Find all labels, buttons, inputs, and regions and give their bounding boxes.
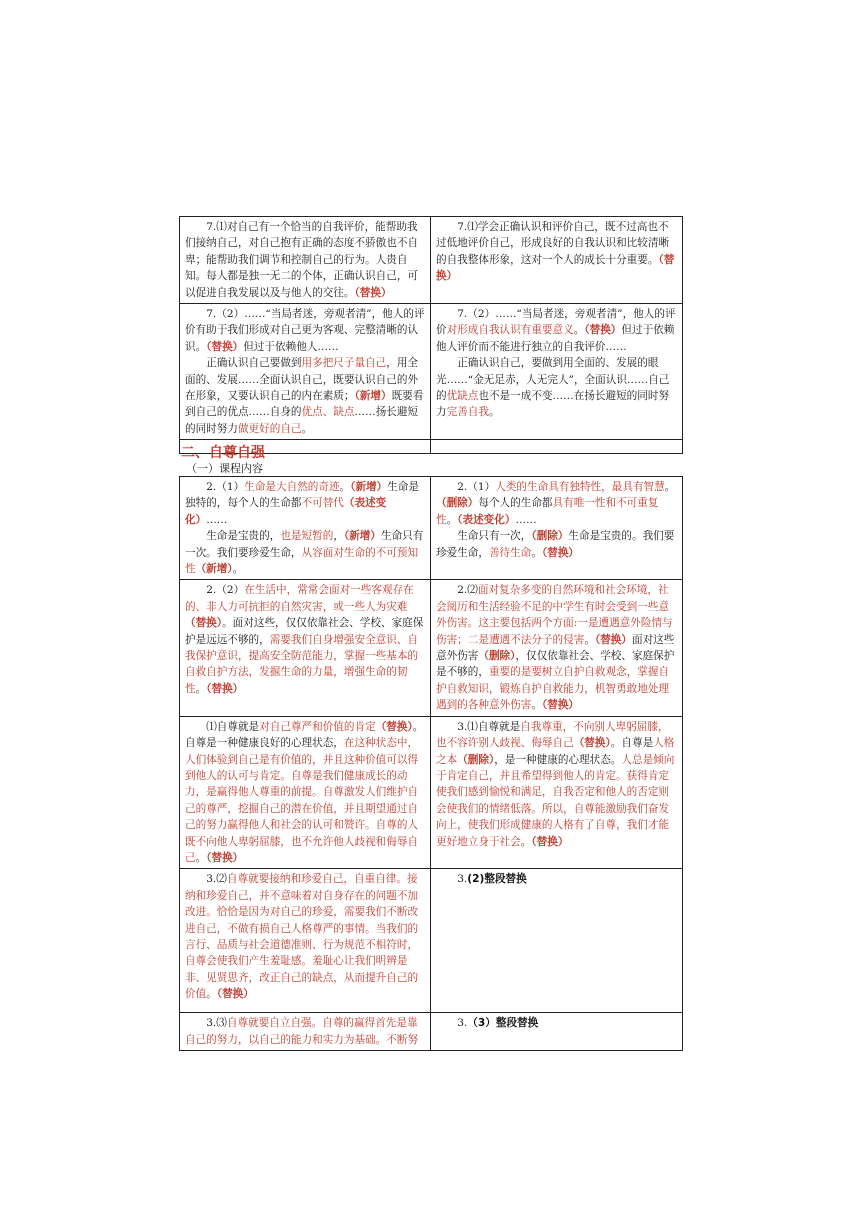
changed-text: 面对复杂多变的自然环境和社会环境，社会阅历和生活经验不足的中学生有时会受到一些意外伤害。这主要包括两个方面:一是遭遇意外险情与伤害；二是遭遇不法分子的侵害 bbox=[436, 584, 673, 646]
new-text-cell bbox=[431, 477, 683, 580]
body-text: 3.⑶ bbox=[206, 1017, 227, 1030]
body-text: 。 bbox=[195, 682, 207, 695]
old-text-cell bbox=[180, 304, 431, 440]
change-tag: （新增） bbox=[350, 481, 388, 493]
change-tag: （替换） bbox=[206, 340, 244, 353]
table-row bbox=[180, 217, 683, 304]
changed-text: 用多把尺子量自己 bbox=[301, 357, 387, 370]
body-text: 。 bbox=[584, 633, 595, 646]
body-text: ……扬长避短的同时努力 bbox=[185, 406, 419, 435]
changed-text: 重要的是要树立自护自救观念，掌握自护自救知识，锻炼自护自救能力，机智勇敢地处理遇到的各种意外伤害 bbox=[436, 666, 670, 712]
change-tag: （替换） bbox=[354, 286, 392, 299]
body-text: 生命是宝贵的。我们要珍爱生命， bbox=[436, 530, 675, 559]
body-text: 2.（1） bbox=[457, 481, 496, 493]
changed-text: 完善自我 bbox=[446, 406, 489, 419]
body-text: 生命是独特的，每个人的生命都 bbox=[185, 481, 420, 510]
changed-text: 也是短暂的 bbox=[280, 530, 334, 543]
replace-note: （3）整段替换 bbox=[467, 1017, 539, 1030]
changed-text: 优缺点 bbox=[446, 390, 479, 403]
body-text: ，仅仅依靠社会、学校、家庭保护是不够的， bbox=[436, 650, 675, 679]
old-text-cell bbox=[180, 869, 431, 1013]
body-text: 3.⑴自尊就是 bbox=[457, 720, 521, 733]
old-text-cell bbox=[180, 716, 431, 869]
changed-text: 自尊就要接纳和珍爱自己，自重自律。接纳和珍爱自己，并不意味着对自身存在的问题不加改进。恰恰是因为对自己的珍爱，需要我们不断改进自己，不做有损自己人格尊严的事情。当我们的言行、品质与社会道德准则、行为规范不相符时，自尊会使我们产生羞耻感。羞耻心让我们明辨是非、见贤思齐，改正自己的缺点，从而提升自己的价值 bbox=[185, 873, 419, 1001]
body-text: 每个人的生命都 bbox=[478, 497, 553, 510]
changed-text: 对形成自我认识有重要意义 bbox=[446, 324, 574, 337]
body-text: 。 bbox=[195, 851, 207, 864]
changed-text: 在生活中，常常会面对一些客观存在的、非人力可抗拒的自然灾害，或一些人为灾难 bbox=[185, 584, 414, 613]
old-text-cell bbox=[180, 217, 431, 304]
body-text: 。自尊是一种健康良好的心理状态， bbox=[185, 720, 424, 750]
body-text: 既要看到自己的优点……自身的 bbox=[185, 390, 424, 419]
body-text: 。自尊是 bbox=[610, 737, 654, 750]
changed-text: 自尊就要自立自强。自尊的赢得首先是靠自己的努力，以自己的能力和实力为基础。不断努 bbox=[185, 1017, 419, 1046]
change-tag: （替换） bbox=[436, 253, 675, 283]
change-tag: （替换） bbox=[541, 699, 580, 712]
body-text: 生命是宝贵的， bbox=[206, 530, 281, 543]
new-text-cell bbox=[431, 580, 683, 716]
body-text: 7.⑴学会正确认识和评价自己，既不过高也不过低地评价自己，形成良好的自我认识和比较清晰的自我整体形象，这对一个人的成长十分重要。 bbox=[436, 221, 670, 266]
table-row bbox=[180, 580, 683, 716]
body-text: 3.⑵ bbox=[206, 873, 227, 886]
section-heading: 二、自尊自强 bbox=[181, 445, 265, 461]
table-row bbox=[180, 1013, 683, 1051]
body-text: 面对这些意外伤害 bbox=[436, 633, 675, 663]
comparison-table-main bbox=[179, 476, 683, 1051]
body-text: 。 bbox=[301, 422, 313, 435]
changed-text: 从容面对生命的不可预知性 bbox=[185, 546, 419, 576]
changed-text: 做更好的自己 bbox=[237, 422, 302, 435]
body-text: 。 bbox=[664, 481, 676, 493]
change-tag: （替换） bbox=[185, 617, 223, 630]
body-text: 。 bbox=[232, 563, 244, 576]
new-text-cell bbox=[431, 304, 683, 440]
body-text: 。 bbox=[206, 988, 217, 1001]
change-tag: （新增） bbox=[354, 390, 392, 403]
item-number: 3. bbox=[457, 873, 468, 886]
changed-text: 不可替代 bbox=[301, 497, 344, 510]
table-row bbox=[180, 869, 683, 1013]
body-text: 7.⑴对自己有一个恰当的自我评价，能帮助我们接纳自己，对自己抱有正确的态度不骄傲也不自卑；能帮助我们调节和控制自己的行为。人贵自知。每人都是独一无二的个体，正确认识自己，可以促进自我发展以及与他人的交往。 bbox=[185, 221, 419, 299]
body-text: 生命只有一次。我们要珍爱生命， bbox=[185, 530, 424, 559]
change-tag: （删除） bbox=[478, 650, 516, 663]
body-text: 。 bbox=[488, 406, 500, 419]
body-text: 但过于依赖他人评价而不能进行独立的自我评价…… bbox=[436, 324, 675, 353]
changed-text: 人总是倾向于肯定自己，并且希望得到他人的肯定。获得肯定使我们感到愉悦和满足，自我否定和他人的否定则会使我们的情绪低落。所以，自尊能激励我们奋发向上，使我们形成健康的人格有了自尊，我们才能更好地立身于社会 bbox=[436, 753, 675, 848]
changed-text: 生命是大自然的奇迹 bbox=[244, 481, 340, 493]
body-text: 2.（1） bbox=[206, 481, 245, 493]
changed-text: 需要我们自身增强安全意识、自我保护意识，提高安全防范能力，掌握一些基本的自救自护方法，发掘生命的力量，增强生命的韧性 bbox=[185, 633, 419, 695]
changed-text: 在这种状态中，人们体验到自己是有价值的，并且这种价值可以得到他人的认可与肯定。自尊是我们健康成长的动力，是赢得他人尊重的前提。自尊激发人们维护自己的尊严，挖掘自己的潜在价值，并且期望通过自己的努力赢得他人和社会的认可和赞许。自尊的人既不向他人卑躬屈膝，也不允许他人歧视和侮辱自己 bbox=[185, 737, 419, 864]
changed-text: 人类的生命具有独特性，最具有智慧 bbox=[495, 481, 665, 493]
body-text: …… bbox=[206, 513, 228, 526]
change-tag: （替换） bbox=[573, 737, 611, 750]
body-text: 2.⑵ bbox=[457, 584, 478, 597]
new-text-cell bbox=[431, 716, 683, 869]
change-tag: （新增） bbox=[195, 563, 233, 576]
new-text-cell bbox=[431, 1013, 683, 1051]
change-tag: （替换） bbox=[541, 546, 580, 559]
body-text: 。 bbox=[573, 324, 585, 337]
change-tag: （删除） bbox=[457, 753, 495, 766]
body-text: 也不是一成不变……在扬长避短的同时努力 bbox=[436, 390, 670, 419]
body-text: 。面对这些，仅仅依靠社会、学校、家庭保护是远远不够的， bbox=[185, 617, 424, 646]
change-tag: （替换） bbox=[206, 851, 244, 864]
replace-note: (2)整段替换 bbox=[467, 873, 527, 886]
change-tag: （新增） bbox=[343, 530, 381, 543]
body-text: 。 bbox=[339, 481, 351, 493]
body-text: 。 bbox=[446, 513, 458, 526]
changed-text: 对自己尊严和价值的肯定 bbox=[259, 720, 376, 733]
table-row bbox=[180, 716, 683, 869]
new-text-cell bbox=[431, 869, 683, 1013]
table-row bbox=[180, 304, 683, 440]
body-text: 。 bbox=[520, 835, 532, 848]
changed-text: 人格之本 bbox=[436, 737, 675, 766]
body-text: ⑴自尊就是 bbox=[206, 720, 260, 733]
body-text: 生命只有一次， bbox=[457, 530, 532, 543]
change-tag: （删除） bbox=[531, 530, 569, 543]
body-text: 正确认识自己要做到 bbox=[206, 357, 302, 370]
changed-text: 优点、缺点 bbox=[301, 406, 355, 419]
body-text: 正确认识自己，要做到用全面的、发展的眼光……“金无足赤，人无完人”，全面认识……自己的 bbox=[436, 357, 670, 403]
change-tag: （替换） bbox=[216, 988, 254, 1001]
body-text: ，用全面的、发展……全面认识自己，既要认识自己的外在形象，又要认识自己的内在素质； bbox=[185, 357, 419, 403]
change-tag: （表述变化） bbox=[185, 497, 387, 526]
comparison-table-top bbox=[179, 216, 683, 454]
changed-text: 善待生命 bbox=[488, 546, 532, 559]
body-text: ， bbox=[333, 530, 344, 543]
body-text: …… bbox=[515, 513, 537, 526]
changed-text: 具有唯一性和不可重复性 bbox=[436, 497, 659, 526]
body-text: 2.（2） bbox=[206, 584, 245, 597]
body-text: 。 bbox=[531, 699, 542, 712]
body-text: 但过于依赖他人…… bbox=[243, 340, 339, 353]
old-text-cell bbox=[180, 580, 431, 716]
empty-cell bbox=[431, 440, 683, 454]
item-number: 3. bbox=[457, 1017, 468, 1030]
old-text-cell bbox=[180, 1013, 431, 1051]
section-subheading: （一）课程内容 bbox=[186, 462, 263, 475]
change-tag: （替换） bbox=[594, 633, 632, 646]
old-text-cell bbox=[180, 477, 431, 580]
body-text: 。 bbox=[531, 546, 542, 559]
change-tag: （替换） bbox=[375, 720, 413, 733]
body-text: 7.（2）……“当局者迷，旁观者清”，他人的评价 bbox=[436, 308, 676, 337]
change-tag: （替换） bbox=[584, 324, 622, 337]
change-tag: （表述变化） bbox=[457, 513, 516, 526]
body-text: ，是一种健康的心理状态。 bbox=[494, 753, 622, 766]
table-row bbox=[180, 477, 683, 580]
changed-text: 自我尊重，不向别人卑躬屈膝，也不容许别人歧视、侮辱自己 bbox=[436, 720, 669, 750]
body-text: 7.（2）……“当局者迷，旁观者清”，他人的评价有助于我们形成对自己更为客观、完整清晰的认识。 bbox=[185, 308, 425, 353]
change-tag: （替换） bbox=[206, 682, 244, 695]
change-tag: （替换） bbox=[531, 835, 569, 848]
new-text-cell bbox=[431, 217, 683, 304]
change-tag: （删除） bbox=[436, 497, 479, 510]
